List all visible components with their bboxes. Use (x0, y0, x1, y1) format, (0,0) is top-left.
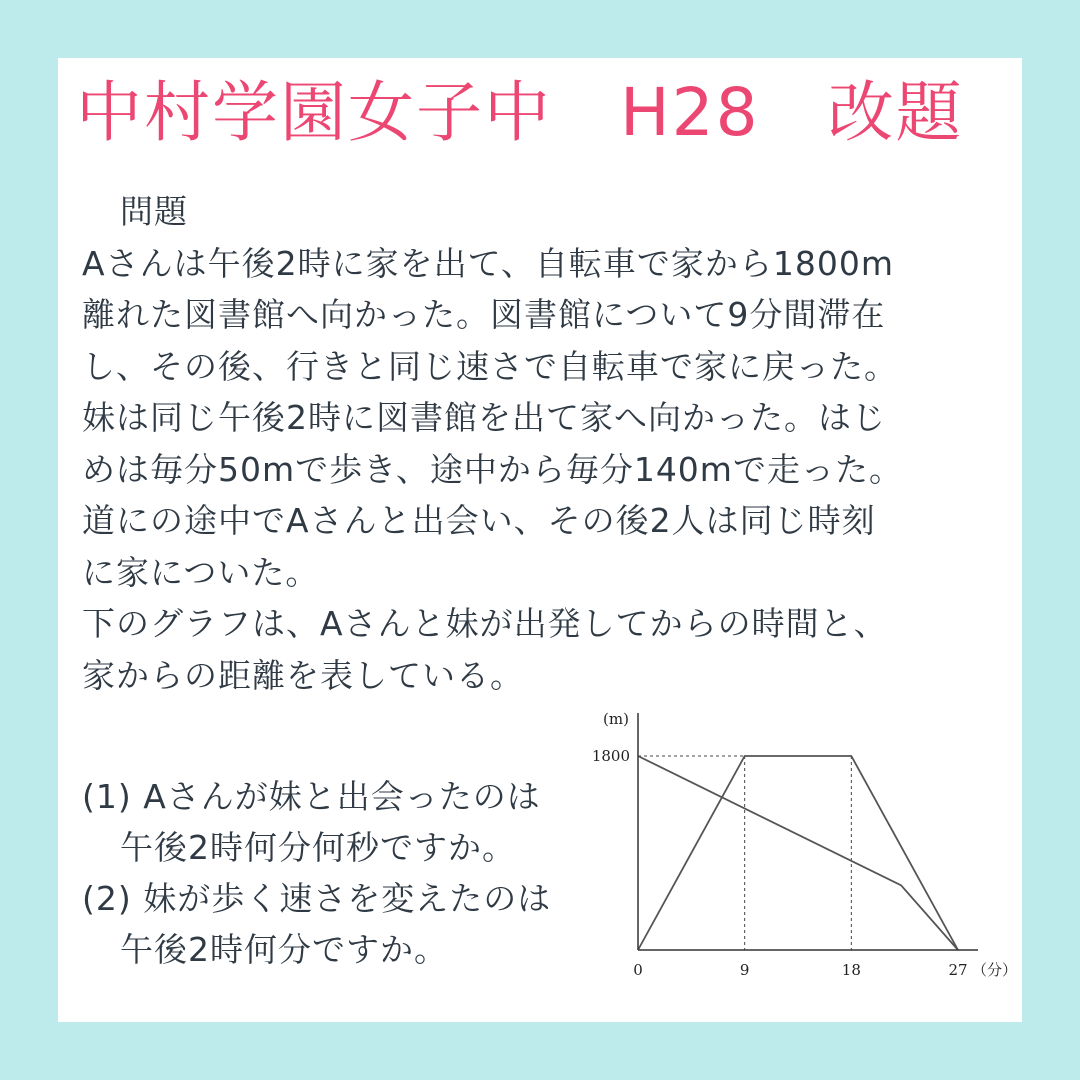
problem-line: 離れた図書館へ向かった。図書館について9分間滞在 (82, 295, 886, 334)
x-tick-label: 9 (739, 961, 750, 979)
page-title: 中村学園女子中 H28 改題 (76, 74, 964, 151)
y-axis-unit: (m) (603, 710, 629, 728)
problem-line: Aさんは午後2時に家を出て、自転車で家から1800m (82, 243, 895, 283)
problem-line: 妹は同じ午後2時に図書館を出て家へ向かった。はじ (82, 398, 886, 437)
problem-line: 道にの途中でAさんと出会い、その後2人は同じ時刻 (82, 501, 876, 540)
problem-line: し、その後、行きと同じ速さで自転車で家に戻った。 (82, 346, 898, 386)
question-1-continuation: 午後2時何分何秒ですか。 (120, 828, 516, 867)
x-axis-unit: （分） (972, 961, 1018, 979)
problem-line: に家についた。 (82, 552, 320, 592)
series-line-1 (638, 756, 958, 950)
series-lines (638, 756, 958, 950)
question-2-continuation: 午後2時何分ですか。 (120, 930, 448, 969)
x-tick-label: 18 (841, 961, 861, 979)
distance-time-graph (58, 58, 1022, 1022)
question-2: (2) 妹が歩く速さを変えたのは (82, 879, 552, 918)
problem-line: 下のグラフは、Aさんと妹が出発してからの時間と、 (82, 604, 888, 643)
problem-heading: 問題 (120, 192, 188, 231)
guide-lines (638, 756, 851, 950)
y-tick-label: 1800 (591, 747, 630, 765)
problem-line: 家からの距離を表している。 (82, 655, 524, 695)
problem-line: めは毎分50mで歩き、途中から毎分140mで走った。 (82, 449, 903, 489)
problem-card (58, 58, 1022, 1022)
question-1: (1) Aさんが妹と出会ったのは (82, 777, 541, 816)
x-tick-label: 0 (633, 961, 643, 979)
series-line-2 (638, 756, 958, 950)
x-tick-label: 27 (948, 961, 968, 979)
